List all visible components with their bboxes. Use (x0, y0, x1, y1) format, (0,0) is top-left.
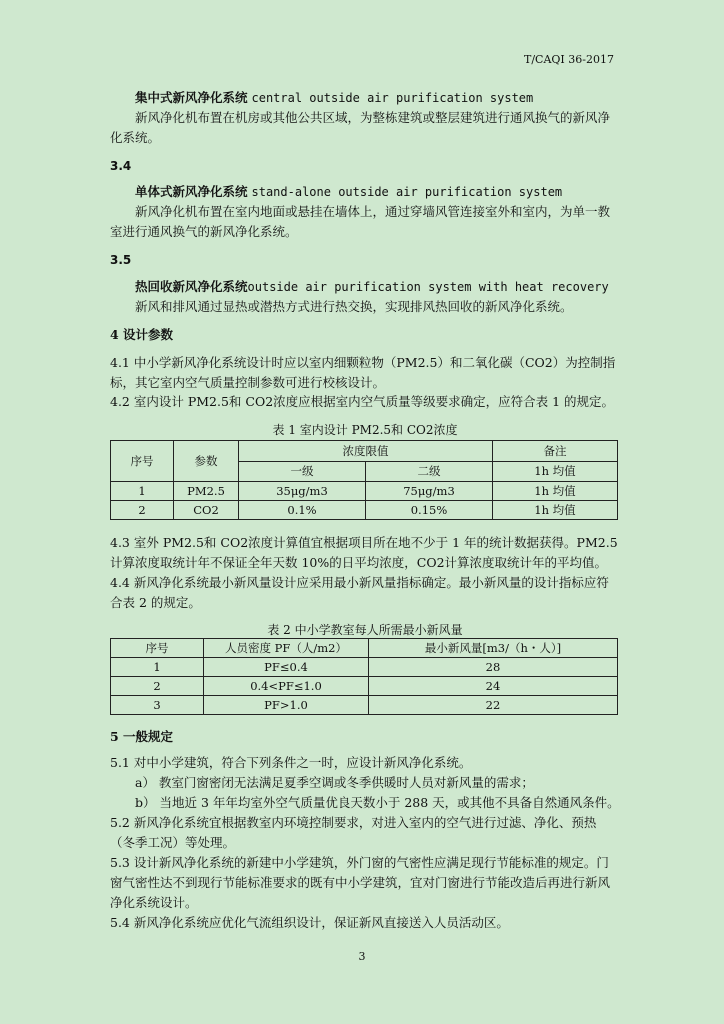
table2-cell-density: PF≤0.4 (204, 658, 369, 677)
table1-header-level2: 二级 (366, 461, 493, 482)
table1-header-note: 备注 (493, 441, 618, 462)
term-central-cn: 集中式新风净化系统 (135, 90, 248, 105)
table2-cell-min: 22 (369, 696, 618, 715)
page-number: 3 (358, 950, 366, 963)
table2-header-min: 最小新风量[m3/（h・人）] (369, 639, 618, 658)
clause-4-1: 4.1 中小学新风净化系统设计时应以室内细颗粒物（PM2.5）和二氧化碳（CO2）为控制指标，其它室内空气质量控制参数可进行校核设计。 (110, 355, 616, 390)
table-row (111, 696, 618, 715)
table2-header-no: 序号 (111, 639, 204, 658)
table2 (110, 638, 618, 715)
term-central-def: 新风净化机布置在机房或其他公共区域，为整栋建筑或整层建筑进行通风换气的新风净化系统。 (110, 110, 611, 145)
table1-header-note2: 1h 均值 (493, 461, 618, 482)
table1-header-param: 参数 (174, 441, 239, 482)
table1-header-level1: 一级 (239, 461, 366, 482)
clause-4-2: 4.2 室内设计 PM2.5和 CO2浓度应根据室内空气质量等级要求确定，应符合表 1 的规定。 (110, 394, 615, 409)
section-5-title: 5 一般规定 (110, 729, 174, 744)
table2-cell-min: 24 (369, 677, 618, 696)
table1-cell-no: 2 (111, 501, 174, 520)
term-heatrecovery-en: outside air purification system with heat recovery (247, 280, 609, 294)
clause-3-5: 3.5 (110, 253, 132, 267)
table2-cell-density: PF>1.0 (204, 696, 369, 715)
table-row (111, 501, 618, 520)
table1-cell-level2: 75μg/m3 (366, 482, 493, 501)
table1-header-no: 序号 (111, 441, 174, 482)
clause-3-4: 3.4 (110, 159, 132, 173)
term-standalone-def: 新风净化机布置在室内地面或悬挂在墙体上，通过穿墙风管连接室外和室内，为单一教室进行通风换气的新风净化系统。 (110, 204, 611, 239)
table2-header-density: 人员密度 PF（人/m2） (204, 639, 369, 658)
clause-4-4: 4.4 新风净化系统最小新风量设计应采用最小新风量指标确定。最小新风量的设计指标应符合表 2 的规定。 (110, 575, 609, 610)
term-central-title (110, 88, 620, 108)
term-heatrecovery-title (110, 277, 620, 297)
table1-cell-level1: 0.1% (239, 501, 366, 520)
standard-code: T/CAQI 36-2017 (524, 53, 614, 66)
table1 (110, 440, 618, 520)
term-heatrecovery-def: 新风和排风通过显热或潜热方式进行热交换，实现排风热回收的新风净化系统。 (135, 299, 573, 314)
table2-cell-no: 2 (111, 677, 204, 696)
term-heatrecovery-cn: 热回收新风净化系统 (135, 279, 248, 294)
table2-cell-no: 3 (111, 696, 204, 715)
clause-5-1-b: b） 当地近 3 年年均室外空气质量优良天数小于 288 天，或其他不具备自然通风条件。 (135, 795, 620, 810)
clause-5-2: 5.2 新风净化系统宜根据教室内环境控制要求，对进入室内的空气进行过滤、净化、预热（冬季工况）等处理。 (110, 815, 597, 850)
clause-5-3: 5.3 设计新风净化系统的新建中小学建筑，外门窗的气密性应满足现行节能标准的规定。门窗气密性达不到现行节能标准要求的既有中小学建筑，宜对门窗进行节能改造后再进行新风净化系统设计。 (110, 855, 611, 910)
table1-cell-note: 1h 均值 (493, 501, 618, 520)
clause-5-4: 5.4 新风净化系统应优化气流组织设计，保证新风直接送入人员活动区。 (110, 915, 509, 930)
table1-header-limit: 浓度限值 (239, 441, 493, 462)
term-central-en: central outside air purification system (251, 91, 534, 105)
table1-caption: 表 1 室内设计 PM2.5和 CO2浓度 (272, 423, 458, 437)
table-row (111, 677, 618, 696)
table-row (111, 482, 618, 501)
section-4-title: 4 设计参数 (110, 327, 174, 342)
table2-cell-density: 0.4<PF≤1.0 (204, 677, 369, 696)
table2-caption: 表 2 中小学教室每人所需最小新风量 (267, 623, 463, 637)
table1-cell-no: 1 (111, 482, 174, 501)
table2-cell-min: 28 (369, 658, 618, 677)
clause-5-1-a: a） 教室门窗密闭无法满足夏季空调或冬季供暖时人员对新风量的需求； (135, 775, 534, 790)
table1-cell-level1: 35μg/m3 (239, 482, 366, 501)
table1-cell-param: PM2.5 (174, 482, 239, 501)
term-standalone-title (110, 182, 620, 202)
clause-4-3: 4.3 室外 PM2.5和 CO2浓度计算值宜根据项目所在地不少于 1 年的统计数据获得。PM2.5计算浓度取统计年不保证全年天数 10%的日平均浓度，CO2计算浓度取统计年的平均值。 (110, 535, 618, 570)
term-standalone-en: stand-alone outside air purification system (251, 185, 563, 199)
table1-cell-note: 1h 均值 (493, 482, 618, 501)
table-row (111, 658, 618, 677)
table2-cell-no: 1 (111, 658, 204, 677)
clause-5-1: 5.1 对中小学建筑，符合下列条件之一时，应设计新风净化系统。 (110, 755, 472, 770)
table1-cell-level2: 0.15% (366, 501, 493, 520)
table1-cell-param: CO2 (174, 501, 239, 520)
term-standalone-cn: 单体式新风净化系统 (135, 184, 248, 199)
